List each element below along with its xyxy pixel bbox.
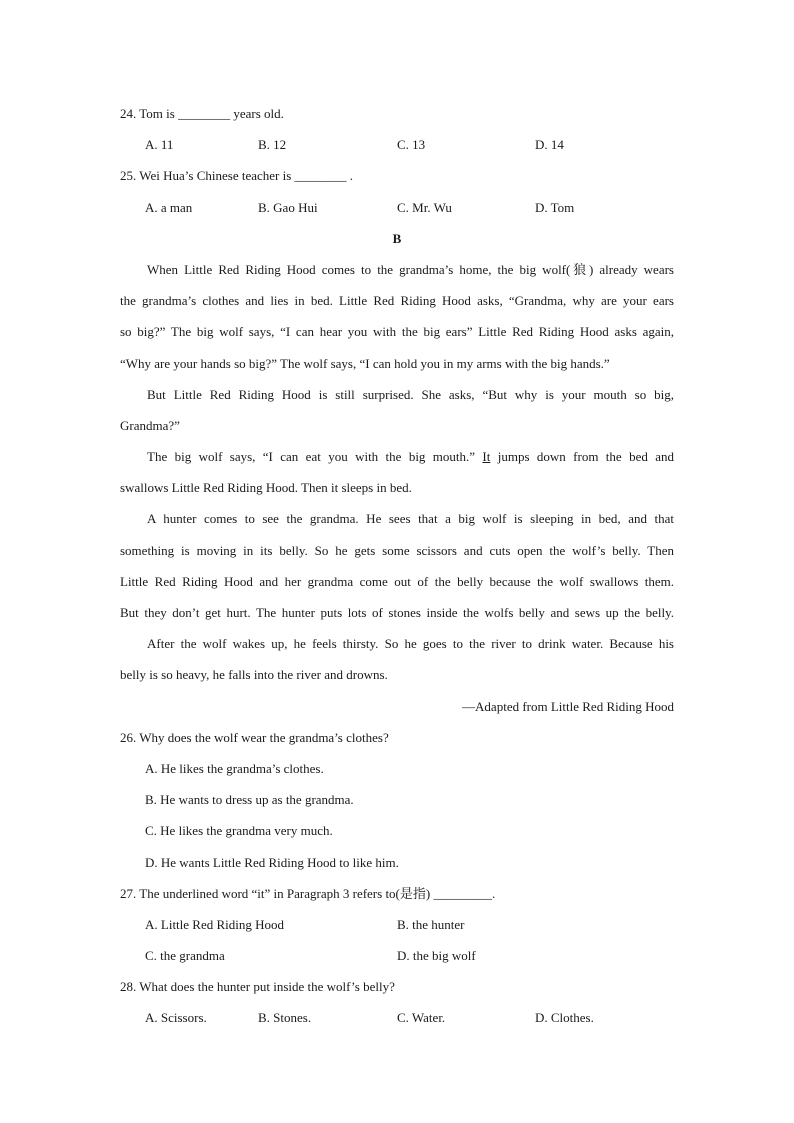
question-25-stem: 25. Wei Hua’s Chinese teacher is ________ .	[120, 168, 354, 184]
option-a: A. Little Red Riding Hood	[145, 916, 285, 932]
passage-p2-line-2: Grandma?”	[120, 417, 180, 433]
question-28-stem: 28. What does the hunter put inside the wolf’s belly?	[120, 979, 395, 995]
option-a: A. 11	[145, 137, 174, 153]
option-d: D. He wants Little Red Riding Hood to like him.	[145, 854, 399, 870]
option-c: C. He likes the grandma very much.	[145, 823, 333, 839]
question-24-options	[120, 129, 674, 160]
option-c: C. the grandma	[145, 948, 225, 964]
passage-p3-line-2: swallows Little Red Riding Hood. Then it sleeps in bed.	[120, 480, 412, 496]
option-d: D. 14	[535, 137, 564, 153]
option-c: C. Water.	[397, 1010, 446, 1026]
question-26-stem: 26. Why does the wolf wear the grandma’s clothes?	[120, 729, 389, 745]
question-25-options	[120, 192, 674, 223]
passage-p1-line-3: so big?” The big wolf says, “I can hear you with the big ears” Little Red Riding Hood asks again,	[120, 324, 674, 340]
question-27-options-row-1	[120, 909, 674, 940]
underlined-word-it: It	[482, 449, 491, 465]
option-d: D. Tom	[535, 199, 575, 215]
passage-p3-line-1	[120, 441, 674, 472]
option-b: B. 12	[258, 137, 287, 153]
option-d: D. Clothes.	[535, 1010, 594, 1026]
passage-p1-line-2: the grandma’s clothes and lies in bed. Little Red Riding Hood asks, “Grandma, why are your ears	[120, 293, 674, 309]
p3-text-after: jumps down from the bed and	[490, 449, 674, 465]
question-24-stem: 24. Tom is ________ years old.	[120, 106, 284, 121]
passage-p2-line-1: But Little Red Riding Hood is still surprised. She asks, “But why is your mouth so big,	[147, 386, 674, 402]
option-c: C. 13	[397, 137, 426, 153]
option-a: A. a man	[145, 199, 193, 215]
option-b: B. Gao Hui	[258, 199, 318, 215]
option-b: B. He wants to dress up as the grandma.	[145, 792, 354, 808]
question-28-options	[120, 1002, 674, 1033]
question-27-options-row-2	[120, 940, 674, 971]
p3-text-before: The big wolf says, “I can eat you with the big mouth.”	[147, 449, 483, 465]
passage-p5-line-2: belly is so heavy, he falls into the river and drowns.	[120, 667, 388, 683]
section-heading: B	[392, 230, 402, 246]
exam-page	[120, 98, 674, 1034]
passage-source: —Adapted from Little Red Riding Hood	[462, 698, 674, 714]
passage-p1-line-4: “Why are your hands so big?” The wolf says, “I can hold you in my arms with the big hands.”	[120, 355, 610, 371]
option-d: D. the big wolf	[397, 948, 476, 964]
option-b: B. the hunter	[397, 916, 465, 932]
option-b: B. Stones.	[258, 1010, 312, 1026]
passage-p4-line-3: Little Red Riding Hood and her grandma come out of the belly because the wolf swallows them.	[120, 573, 674, 589]
option-c: C. Mr. Wu	[397, 199, 452, 215]
passage-p5-line-1: After the wolf wakes up, he feels thirsty. So he goes to the river to drink water. Because his	[147, 636, 674, 652]
passage-p4-line-4: But they don’t get hurt. The hunter puts lots of stones inside the wolfs belly and sews up the belly.	[120, 605, 674, 620]
question-27-stem: 27. The underlined word “it” in Paragraph 3 refers to(是指) _________.	[120, 885, 496, 901]
option-a: A. Scissors.	[145, 1010, 207, 1026]
passage-p4-line-1: A hunter comes to see the grandma. He sees that a big wolf is sleeping in bed, and that	[147, 511, 674, 527]
passage-p1-line-1: When Little Red Riding Hood comes to the grandma’s home, the big wolf(狼) already wears	[147, 261, 674, 277]
passage-p4-line-2: something is moving in its belly. So he gets some scissors and cuts open the wolf’s belly. Then	[120, 542, 674, 558]
option-a: A. He likes the grandma’s clothes.	[145, 760, 324, 776]
